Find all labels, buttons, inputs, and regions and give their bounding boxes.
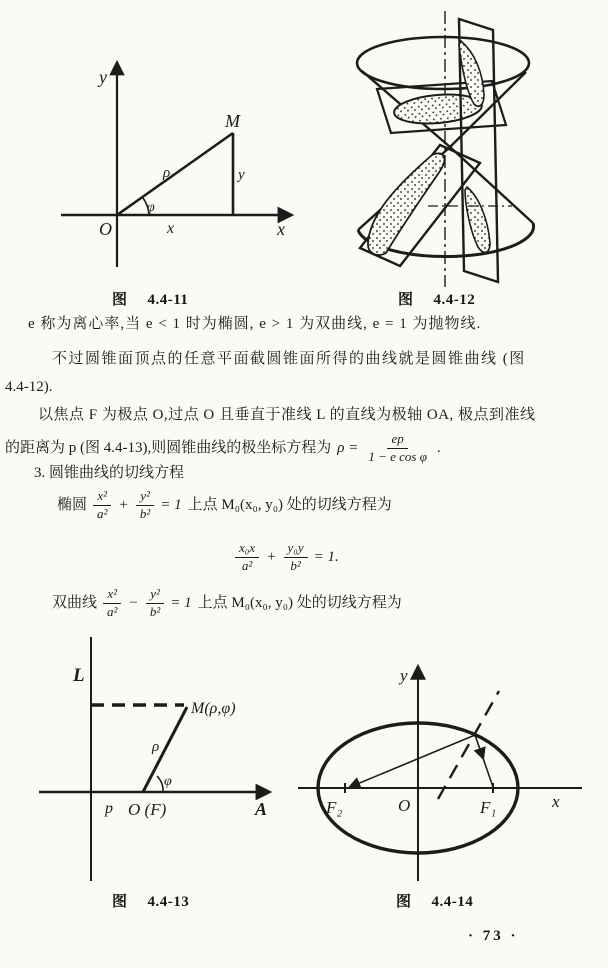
denominator: b² — [149, 603, 161, 619]
phi-label: φ — [164, 774, 172, 789]
page-number: · 73 · — [468, 928, 519, 944]
focus-f1-label: F₁ — [480, 798, 497, 817]
equals-one: = 1 — [170, 594, 192, 611]
figure-4-4-13 — [35, 635, 285, 885]
paragraph-cone-section-line1: 不过圆锥面顶点的任意平面截圆锥面所得的曲线就是圆锥曲线 (图 — [52, 351, 526, 367]
directrix-label: L — [73, 665, 85, 686]
section-heading: 3. 圆锥曲线的切线方程 — [34, 465, 185, 481]
figure-4-4-13-caption — [112, 890, 189, 911]
hyperbola-word: 双曲线 — [52, 594, 98, 611]
polar-denominator: 1 − e cos φ — [368, 448, 427, 464]
tangent-equation-display — [235, 538, 339, 576]
fraction-y2b2 — [136, 489, 154, 522]
figure-4-4-11-caption — [112, 288, 188, 309]
rho-label: ρ — [152, 739, 160, 755]
equals-one: = 1. — [313, 548, 339, 565]
tangent-dashed-line — [438, 691, 499, 799]
y-axis-label: y — [400, 666, 408, 685]
point-m-label: M — [225, 111, 240, 131]
hyperbola-suffix-text: 上点 M₀(x₀, y₀) 处的切线方程为 — [197, 594, 402, 611]
fraction-x0x-a2 — [235, 541, 259, 574]
plus-sign: + — [119, 496, 128, 513]
origin-label: O — [398, 796, 411, 815]
denominator: a² — [241, 557, 253, 573]
figure-4-4-14 — [290, 655, 600, 885]
parabola-section — [368, 153, 444, 255]
paragraph-cone-section-line2: 4.4-12). — [5, 379, 53, 395]
fraction-x2a2 — [93, 489, 111, 522]
point-m-label: M(ρ,φ) — [191, 700, 236, 717]
ellipse-suffix-text: 上点 M₀(x₀, y₀) 处的切线方程为 — [187, 496, 392, 513]
polar-fraction — [364, 432, 431, 465]
x-axis-label: x — [552, 792, 560, 811]
radius-line — [117, 133, 233, 215]
fraction-y0y-b2 — [284, 541, 308, 574]
minus-sign: − — [129, 594, 138, 611]
ellipse-tangent-line — [57, 487, 392, 523]
polar-text: 的距离为 p (图 4.4-13),则圆锥曲线的极坐标方程为 — [5, 439, 332, 456]
y-axis-label: y — [99, 67, 107, 87]
origin-focus-label: O (F) — [128, 800, 167, 819]
y-segment-label: y — [238, 167, 245, 183]
numerator: y² — [136, 489, 154, 506]
numerator: y² — [146, 587, 164, 604]
caption-word: 图 — [112, 894, 128, 910]
caption-word: 图 — [112, 292, 128, 308]
angle-arc — [157, 776, 163, 792]
rho-label: ρ — [163, 165, 171, 181]
fraction-x2a2 — [103, 587, 121, 620]
focus-f2-label: F₂ — [326, 798, 343, 817]
numerator: x₀x — [235, 541, 259, 558]
polar-lhs: ρ = — [337, 439, 359, 456]
upper-cone-rim — [357, 37, 529, 89]
caption-number: 4.4-14 — [431, 894, 474, 910]
phi-label: φ — [147, 200, 155, 215]
equals-one: = 1 — [160, 496, 182, 513]
denominator: b² — [139, 505, 151, 521]
caption-number: 4.4-13 — [147, 894, 190, 910]
numerator: y₀y — [284, 541, 308, 558]
caption-word: 图 — [398, 292, 414, 308]
x-segment-label: x — [167, 220, 175, 237]
hyperbola-tangent-line — [52, 585, 402, 621]
fraction-y2b2 — [146, 587, 164, 620]
p-label: p — [105, 800, 113, 817]
denominator: a² — [107, 603, 118, 619]
figure-4-4-12-caption — [398, 288, 475, 309]
denominator: a² — [97, 505, 108, 521]
paragraph-polar-line1: 以焦点 F 为极点 O,过点 O 且垂直于准线 L 的直线为极轴 OA, 极点到准线 — [38, 407, 536, 423]
focal-radius-to-f2 — [350, 735, 475, 787]
numerator: x² — [93, 489, 111, 506]
figure-4-4-11 — [55, 55, 305, 295]
x-axis-label: x — [277, 219, 285, 239]
numerator: x² — [103, 587, 121, 604]
polar-period: . — [436, 439, 441, 456]
paragraph-eccentricity: e 称为离心率,当 e < 1 时为椭圆, e > 1 为双曲线, e = 1 为抛物线. — [28, 316, 482, 332]
caption-number: 4.4-12 — [433, 292, 476, 308]
plus-sign: + — [267, 548, 276, 565]
denominator: b² — [290, 557, 301, 573]
figure-4-4-14-caption — [396, 890, 473, 911]
figure-4-4-12 — [340, 5, 608, 290]
caption-word: 图 — [396, 894, 412, 910]
caption-number: 4.4-11 — [147, 292, 189, 308]
origin-label: O — [99, 219, 112, 239]
polar-numerator: ep — [387, 432, 407, 449]
focal-radius-to-f1 — [483, 758, 493, 787]
hyperbola-branch-lower — [465, 187, 490, 252]
ellipse-word: 椭圆 — [57, 496, 88, 513]
polar-axis-label: A — [255, 799, 268, 819]
